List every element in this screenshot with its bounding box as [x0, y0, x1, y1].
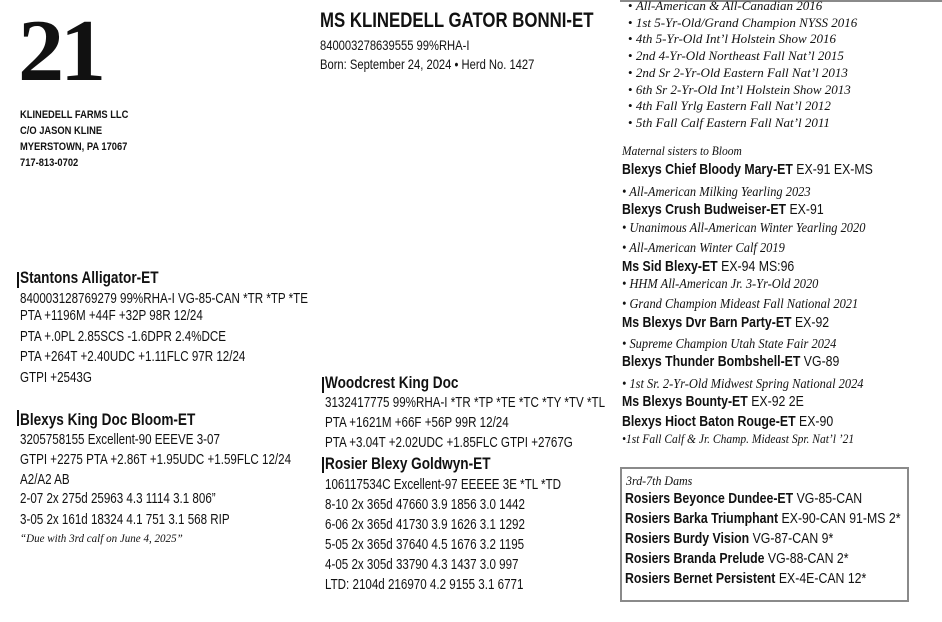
sister-name: Blexys Hioct Baton Rouge-ET — [622, 413, 796, 430]
dam-line: GTPI +2275 PTA +2.86T +1.95UDC +1.59FLC 12/24 — [20, 452, 292, 468]
dam-ancestor-score: VG-85-CAN — [796, 490, 863, 507]
dam-ancestor-score: EX-4E-CAN 12* — [778, 570, 867, 587]
sister-entry — [622, 314, 875, 332]
sister-score: EX-91 — [789, 201, 824, 218]
mgd-line: 6-06 2x 365d 41730 3.9 1626 3.1 1292 — [325, 517, 525, 533]
dam-line: 2-07 2x 275d 25963 4.3 1114 3.1 806” — [20, 491, 216, 507]
sister-entry — [622, 161, 928, 179]
dam-ancestor-name: Rosiers Branda Prelude — [625, 550, 765, 567]
sire-name: Stantons Alligator-ET — [20, 268, 159, 287]
mgd-line: LTD: 2104d 216970 4.2 9155 3.1 6771 — [325, 577, 524, 593]
animal-name: MS KLINEDELL GATOR BONNI-ET — [320, 9, 594, 32]
sister-name: Blexys Thunder Bombshell-ET — [622, 353, 801, 370]
dams-box-entry — [625, 550, 898, 568]
dams-box-entry — [625, 530, 879, 548]
mgs-line: PTA +1621M +66F +56P 99R 12/24 — [325, 415, 509, 431]
maternal-sisters-heading: Maternal sisters to Bloom — [622, 144, 742, 158]
honor-item: • 2nd Sr 2-Yr-Old Eastern Fall Nat’l 2013 — [628, 64, 848, 80]
honor-item: • All-American & All-Canadian 2016 — [628, 0, 823, 13]
granddam-honors — [628, 0, 857, 132]
honor-item: • 1st 5-Yr-Old/Grand Champion NYSS 2016 — [628, 14, 858, 30]
sister-name: Ms Sid Blexy-ET — [622, 258, 718, 275]
sister-score: EX-94 MS:96 — [721, 258, 795, 275]
mgs-line: PTA +3.04T +2.02UDC +1.85FLC GTPI +2767G — [325, 435, 573, 451]
dam-ancestor-score: VG-87-CAN 9* — [752, 530, 834, 547]
mgd-line: 106117534C Excellent-97 EEEEE 3E *TL *TD — [325, 477, 561, 493]
sister-score: EX-92 — [794, 314, 830, 331]
sister-honor: • Unanimous All-American Winter Yearling 2020 — [622, 220, 866, 235]
consignor-city: MYERSTOWN, PA 17067 — [20, 141, 128, 153]
sister-name: Ms Blexys Bounty-ET — [622, 393, 748, 410]
sister-name: Ms Blexys Dvr Barn Party-ET — [622, 314, 792, 331]
sister-entry — [622, 201, 868, 219]
consignor-block — [20, 107, 128, 171]
dams-box-entry — [625, 490, 914, 508]
sister-score: EX-90 — [799, 413, 834, 430]
mgs-name: Woodcrest King Doc — [325, 373, 459, 392]
dams-box-heading: 3rd-7th Dams — [626, 473, 693, 488]
sister-honor: • Supreme Champion Utah State Fair 2024 — [622, 336, 837, 351]
mgd-name: Rosier Blexy Goldwyn-ET — [325, 454, 491, 473]
dam-bar — [17, 410, 19, 426]
sister-entry — [622, 353, 887, 371]
sister-entry — [622, 258, 832, 276]
animal-born: Born: September 24, 2024 • Herd No. 1427 — [320, 56, 535, 72]
dam-note: “Due with 3rd calf on June 4, 2025” — [20, 531, 183, 545]
dam-ancestor-name: Rosiers Burdy Vision — [625, 530, 750, 547]
sister-honor: • All-American Winter Calf 2019 — [622, 240, 785, 255]
honor-item: • 6th Sr 2-Yr-Old Int’l Holstein Show 2013 — [628, 81, 851, 97]
honor-item: • 5th Fall Calf Eastern Fall Nat’l 2011 — [628, 114, 830, 130]
sister-score: EX-92 2E — [751, 393, 804, 410]
consignor-name: KLINEDELL FARMS LLC — [20, 109, 129, 121]
dam-line: A2/A2 AB — [20, 472, 70, 488]
lot-number: 21 — [18, 3, 102, 100]
sire-line: PTA +1196M +44F +32P 98R 12/24 — [20, 308, 203, 324]
mgd-line: 8-10 2x 365d 47660 3.9 1856 3.0 1442 — [325, 497, 525, 513]
sister-entry — [622, 393, 844, 411]
honor-item: • 4th 5-Yr-Old Int’l Holstein Show 2016 — [628, 31, 836, 47]
sire-bar — [17, 272, 19, 288]
dam-ancestor-name: Rosiers Beyonce Dundee-ET — [625, 490, 794, 507]
mgd-line: 5-05 2x 365d 37640 4.5 1676 3.2 1195 — [325, 537, 525, 553]
dam-line: 3-05 2x 161d 18324 4.1 751 3.1 568 RIP — [20, 512, 230, 528]
honor-item: • 2nd 4-Yr-Old Northeast Fall Nat’l 2015 — [628, 48, 844, 64]
sire-line: GTPI +2543G — [20, 370, 92, 386]
dam-ancestor-name: Rosiers Barka Triumphant — [625, 510, 779, 527]
dam-ancestor-name: Rosiers Bernet Persistent — [625, 570, 776, 587]
honor-item: • 4th Fall Yrlg Eastern Fall Nat’l 2012 — [628, 98, 831, 114]
sister-honor: •1st Fall Calf & Jr. Champ. Mideast Spr. Nat’l ’21 — [622, 432, 855, 446]
dams-box-entry — [625, 570, 919, 588]
dam-ancestor-score: EX-90-CAN 91-MS 2* — [781, 510, 901, 527]
animal-id: 840003278639555 99%RHA-I — [320, 37, 470, 53]
sister-score: EX-91 EX-MS — [796, 161, 873, 178]
dam-ancestor-score: VG-88-CAN 2* — [767, 550, 849, 567]
sire-line: PTA +.0PL 2.85SCS -1.6DPR 2.4%DCE — [20, 329, 226, 345]
sister-honor: • 1st Sr. 2-Yr-Old Midwest Spring National 2024 — [622, 376, 864, 391]
consignor-care-of: C/O JASON KLINE — [20, 125, 103, 137]
sister-honor: • Grand Champion Mideast Fall National 2021 — [622, 296, 859, 311]
dam-line: 3205758155 Excellent-90 EEEVE 3-07 — [20, 432, 220, 448]
mgs-bar — [322, 377, 324, 393]
dam-name: Blexys King Doc Bloom-ET — [20, 410, 196, 429]
dams-box-entry — [625, 510, 942, 528]
sister-honor: • All-American Milking Yearling 2023 — [622, 184, 811, 199]
sister-honor: • HHM All-American Jr. 3-Yr-Old 2020 — [622, 276, 819, 291]
sister-name: Blexys Chief Bloody Mary-ET — [622, 161, 793, 178]
sister-name: Blexys Crush Budweiser-ET — [622, 201, 787, 218]
mgd-bar — [322, 457, 324, 473]
consignor-phone: 717-813-0702 — [20, 157, 79, 169]
mgs-line: 3132417775 99%RHA-I *TR *TP *TE *TC *TY *TV *TL — [325, 395, 606, 411]
sister-score: VG-89 — [803, 353, 840, 370]
sister-entry — [622, 413, 880, 431]
mgd-line: 4-05 2x 305d 33790 4.3 1437 3.0 997 — [325, 557, 519, 573]
sire-line: PTA +264T +2.40UDC +1.11FLC 97R 12/24 — [20, 349, 246, 365]
sire-line: 840003128769279 99%RHA-I VG-85-CAN *TR *TP *TE — [20, 291, 309, 307]
